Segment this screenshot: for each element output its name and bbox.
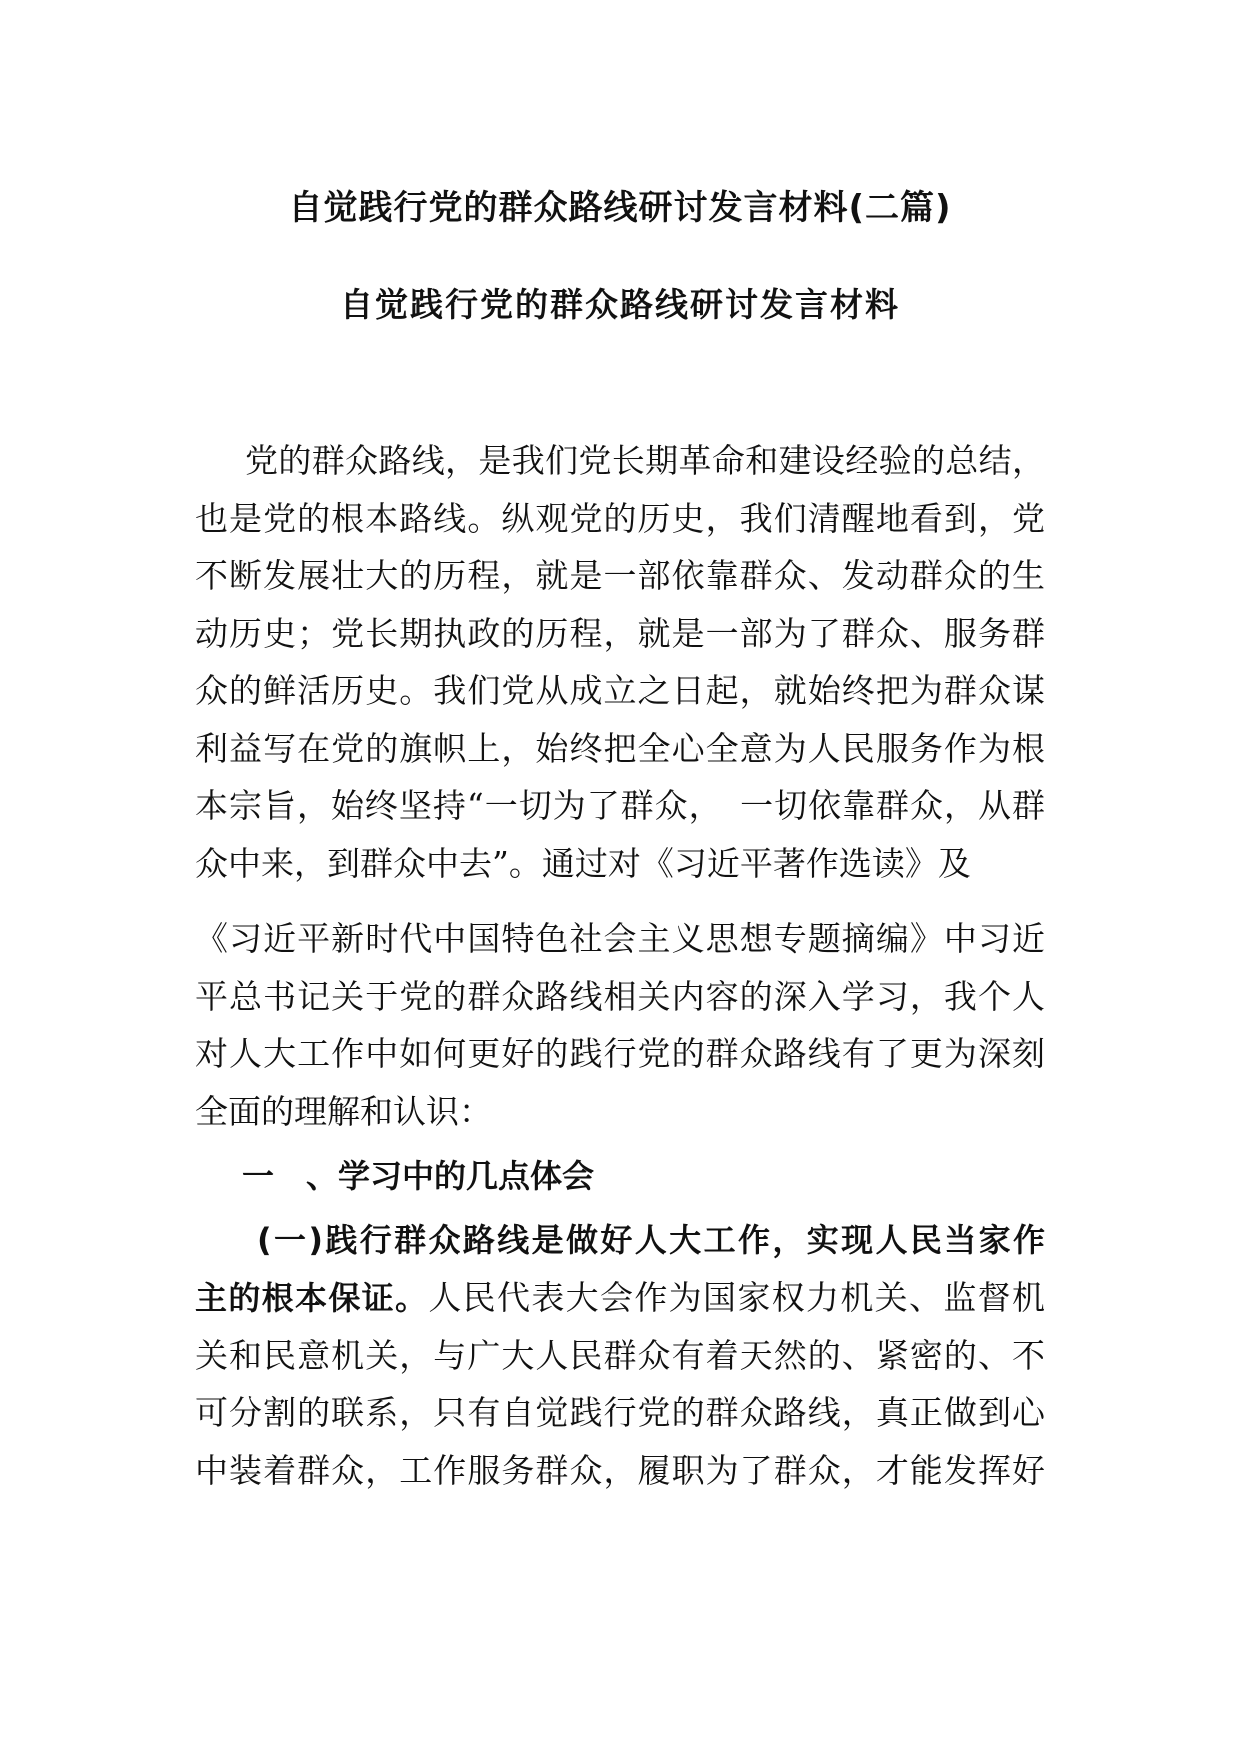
document-subtitle: 自觉践行党的群众路线研讨发言材料 — [340, 285, 900, 324]
text-line: 对人大工作中如何更好的践行党的群众路线有了更为深刻 — [195, 1034, 1045, 1073]
text-line — [195, 1269, 1045, 1327]
paragraph-section-1-1 — [195, 1212, 1045, 1500]
text-line-rest: 人民代表大会作为国家权力机关、监督机 — [428, 1278, 1045, 1317]
text-line: 可分割的联系，只有自觉践行党的群众路线，真正做到心 — [195, 1393, 1045, 1432]
text-line: 党的群众路线，是我们党长期革命和建设经验的总结， — [245, 441, 1045, 480]
text-line: 众中来，到群众中去”。通过对《习近平著作选读》及 — [195, 843, 971, 883]
text-line: 众的鲜活历史。我们党从成立之日起，就始终把为群众谋 — [195, 671, 1045, 710]
section-heading-1: 一 、学习中的几点体会 — [242, 1157, 595, 1195]
document-title: 自觉践行党的群众路线研讨发言材料(二篇) — [288, 188, 952, 228]
subsection-heading-end: 主的根本保证。 — [195, 1279, 429, 1317]
text-line: 平总书记关于党的群众路线相关内容的深入学习，我个人 — [195, 976, 1045, 1016]
text-line: 也是党的根本路线。纵观党的历史，我们清醒地看到，党 — [195, 498, 1045, 538]
text-line: 动历史；党长期执政的历程，就是一部为了群众、服务群 — [195, 613, 1045, 653]
document-body — [195, 432, 1045, 1499]
text-line: 不断发展壮大的历程，就是一部依靠群众、发动群众的生 — [195, 556, 1045, 595]
text-line: 《习近平新时代中国特色社会主义思想专题摘编》中习近 — [195, 919, 1045, 958]
paragraph-intro-continued — [195, 910, 1045, 1140]
subsection-heading: (一)践行群众路线是做好人大工作，实现人民当家作 — [257, 1220, 1045, 1259]
text-line: 中装着群众，工作服务群众，履职为了群众，才能发挥好 — [195, 1450, 1045, 1490]
text-line: 本宗旨，始终坚持“一切为了群众， 一切依靠群众，从群 — [195, 786, 1045, 825]
text-line: 全面的理解和认识： — [195, 1091, 492, 1131]
paragraph-intro — [195, 432, 1045, 892]
text-line: 关和民意机关，与广大人民群众有着天然的、紧密的、不 — [195, 1335, 1045, 1375]
text-line: 利益写在党的旗帜上，始终把全心全意为人民服务作为根 — [195, 728, 1045, 768]
